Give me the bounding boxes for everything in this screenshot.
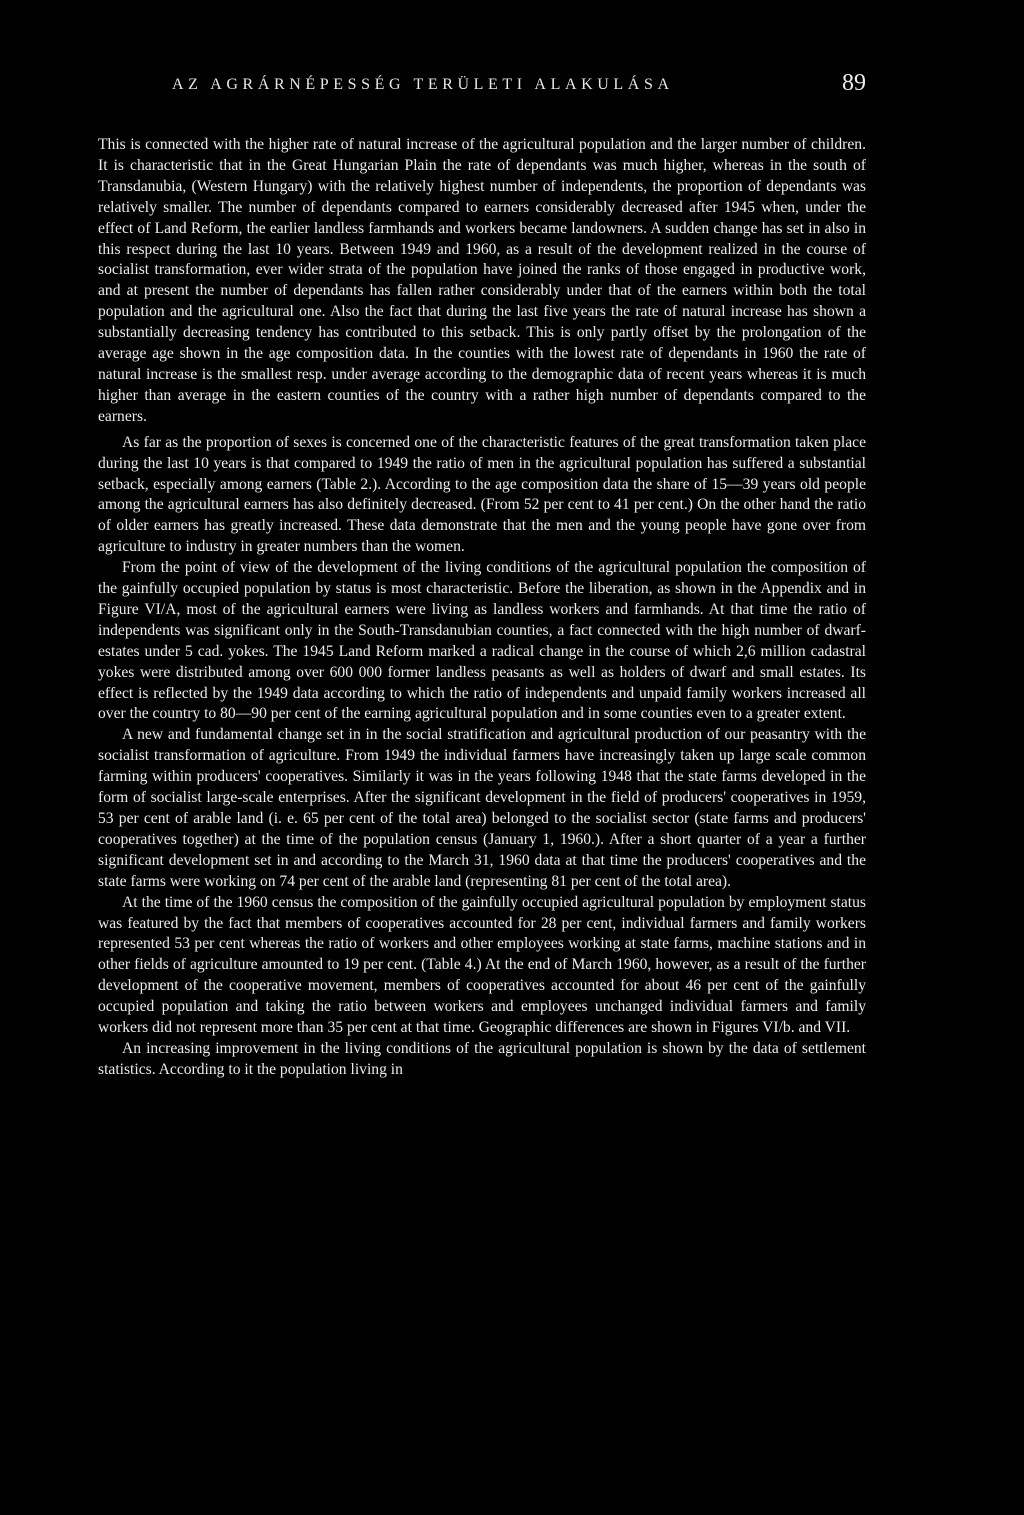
paragraph: From the point of view of the development of the living conditions of the agricultural population the composition of the gainfully occupied population by status is most characteristic. Before the liberation, as shown in the Appendix and in Figure VI/A, most of the agricultural earners were living as landless workers and farmhands. At that time the ratio of independents was significant only in the South-Transdanubian counties, a fact connected with the high number of dwarf-estates under 5 cad. yokes. The 1945 Land Reform marked a radical change in the course of which 2,6 million cadastral yokes were distributed among over 600 000 former landless peasants as well as holders of dwarf and small estates. Its effect is reflected by the 1949 data according to which the ratio of independents and unpaid family workers increased all over the country to 80—90 per cent of the earning agricultural population and in some counties even to a greater extent. <box>98 559 866 723</box>
paragraph: As far as the proportion of sexes is concerned one of the characteristic features of the great transformation taken place during the last 10 years is that compared to 1949 the ratio of men in the agricultural population has suffered a substantial setback, especially among earners (Table 2.). According to the age composition data the share of 15—39 years old people among the agricultural earners has also definitely decreased. (From 52 per cent to 41 per cent.) On the other hand the ratio of older earners has greatly increased. These data demonstrate that the men and the young people have gone over from agriculture to industry in greater numbers than the women. <box>98 433 866 556</box>
page-header <box>98 70 866 104</box>
page-number: 89 <box>842 70 866 96</box>
document-page <box>98 70 866 1081</box>
paragraph: A new and fundamental change set in in the social stratification and agricultural production of our peasantry with the socialist transformation of agriculture. From 1949 the individual farmers have increasingly taken up large scale common farming within producers' cooperatives. Similarly it was in the years following 1948 that the state farms developed in the form of socialist large-scale enterprises. After the significant development in the field of producers' cooperatives in 1959, 53 per cent of arable land (i. e. 65 per cent of the total area) belonged to the socialist sector (state farms and producers' cooperatives together) at the time of the population census (January 1, 1960.). After a short quarter of a year a further significant development set in and according to the March 31, 1960 data at that time the producers' cooperatives and the state farms were working on 74 per cent of the arable land (representing 81 per cent of the total area). <box>98 726 866 890</box>
paragraph: This is connected with the higher rate of natural increase of the agricultural population and the larger number of children. It is characteristic that in the Great Hungarian Plain the rate of dependants was much higher, whereas in the south of Transdanubia, (Western Hungary) with the relatively highest number of independents, the proportion of dependants was relatively smaller. The number of dependants compared to earners considerably decreased after 1945 when, under the effect of Land Reform, the earlier landless farmhands and workers became landowners. A sudden change has set in also in this respect during the last 10 years. Between 1949 and 1960, as a result of the development realized in the course of socialist transformation, ever wider strata of the population have joined the ranks of those engaged in productive work, and at present the number of dependants has fallen rather considerably under that of the earners within both the total population and the agricultural one. Also the fact that during the last five years the rate of natural increase has shown a substantially decreasing tendency has contributed to this setback. This is only partly offset by the prolongation of the average age shown in the age composition data. In the counties with the lowest rate of dependants in 1960 the rate of natural increase is the smallest resp. under average according to the demographic data of recent years whereas it is much higher than average in the eastern counties of the country with a rather high number of dependants compared to the earners. <box>98 136 866 425</box>
running-head: AZ AGRÁRNÉPESSÉG TERÜLETI ALAKULÁSA <box>172 76 674 93</box>
body-text <box>98 135 866 1081</box>
paragraph: At the time of the 1960 census the composition of the gainfully occupied agricultural population by employment status was featured by the fact that members of cooperatives accounted for 28 per cent, individual farmers and family workers represented 53 per cent whereas the ratio of workers and other employees working at state farms, machine stations and in other fields of agriculture amounted to 19 per cent. (Table 4.) At the end of March 1960, however, as a result of the further development of the cooperative movement, members of cooperatives accounted for about 46 per cent of the gainfully occupied population and taking the ratio between workers and employees unchanged individual farmers and family workers did not represent more than 35 per cent at that time. Geographic differences are shown in Figures VI/b. and VII. <box>98 893 866 1037</box>
paragraph: An increasing improvement in the living conditions of the agricultural population is shown by the data of settlement statistics. According to it the population living in <box>98 1039 866 1078</box>
